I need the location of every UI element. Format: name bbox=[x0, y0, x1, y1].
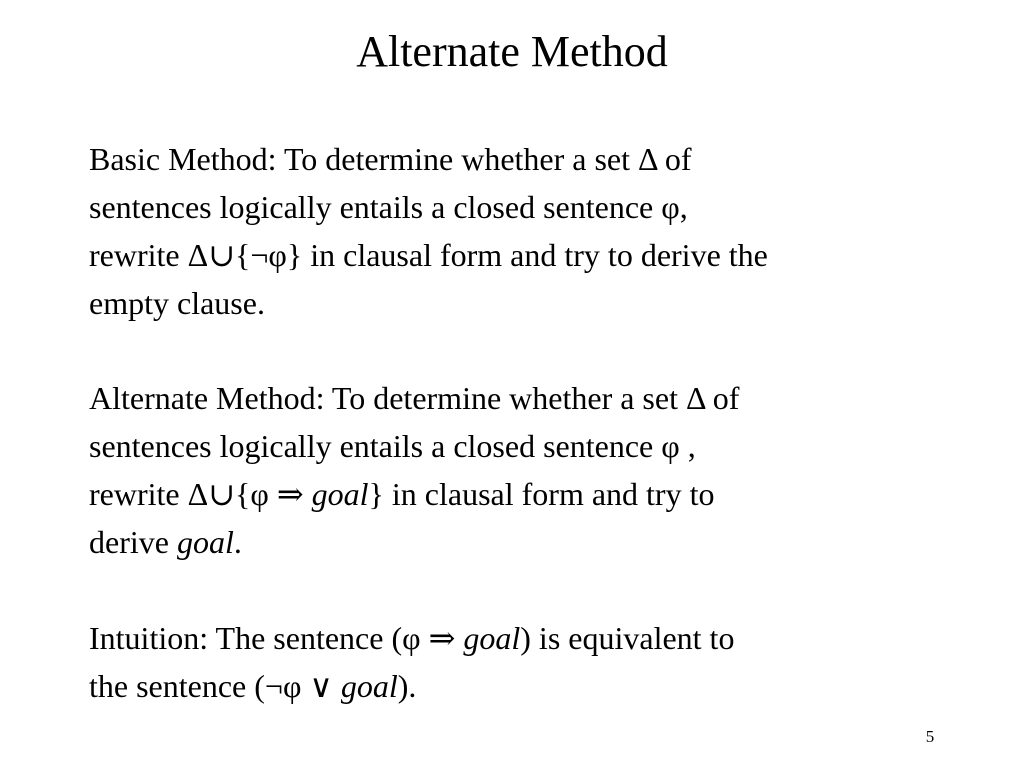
basic-method-paragraph bbox=[89, 135, 969, 327]
intuition-line-1-end: ) is equivalent to bbox=[520, 620, 735, 656]
alternate-method-line-4 bbox=[89, 518, 969, 566]
page-number: 5 bbox=[925, 727, 935, 746]
goal-term: goal bbox=[311, 476, 369, 512]
basic-method-line-2: sentences logically entails a closed sentence φ, bbox=[89, 189, 688, 225]
intuition-line-2-end: ). bbox=[397, 668, 417, 704]
intuition-line-2-start: the sentence (¬φ ∨ bbox=[89, 668, 341, 704]
intuition-line-1 bbox=[89, 614, 969, 662]
alternate-method-line-3-start: rewrite Δ∪{φ ⇒ bbox=[89, 476, 312, 512]
alternate-method-line-4-end: . bbox=[233, 524, 242, 560]
intuition-line-2 bbox=[89, 662, 969, 710]
goal-term: goal bbox=[463, 620, 521, 656]
basic-method-line-3: rewrite Δ∪{¬φ} in clausal form and try to derive the bbox=[89, 237, 768, 273]
intuition-line-1-start: Intuition: The sentence (φ ⇒ bbox=[89, 620, 464, 656]
alternate-method-line-3-end: } in clausal form and try to bbox=[368, 476, 715, 512]
basic-method-line-1: Basic Method: To determine whether a set Δ of bbox=[89, 141, 692, 177]
intuition-paragraph bbox=[89, 614, 969, 710]
alternate-method-line-1: Alternate Method: To determine whether a set Δ of bbox=[89, 380, 740, 416]
alternate-method-line-2: sentences logically entails a closed sentence φ , bbox=[89, 428, 696, 464]
alternate-method-paragraph bbox=[89, 374, 969, 566]
basic-method-line-4: empty clause. bbox=[89, 285, 265, 321]
goal-term: goal bbox=[176, 524, 234, 560]
alternate-method-line-4-start: derive bbox=[89, 524, 177, 560]
goal-term: goal bbox=[340, 668, 398, 704]
slide-title: Alternate Method bbox=[356, 27, 668, 76]
alternate-method-line-3 bbox=[89, 470, 969, 518]
